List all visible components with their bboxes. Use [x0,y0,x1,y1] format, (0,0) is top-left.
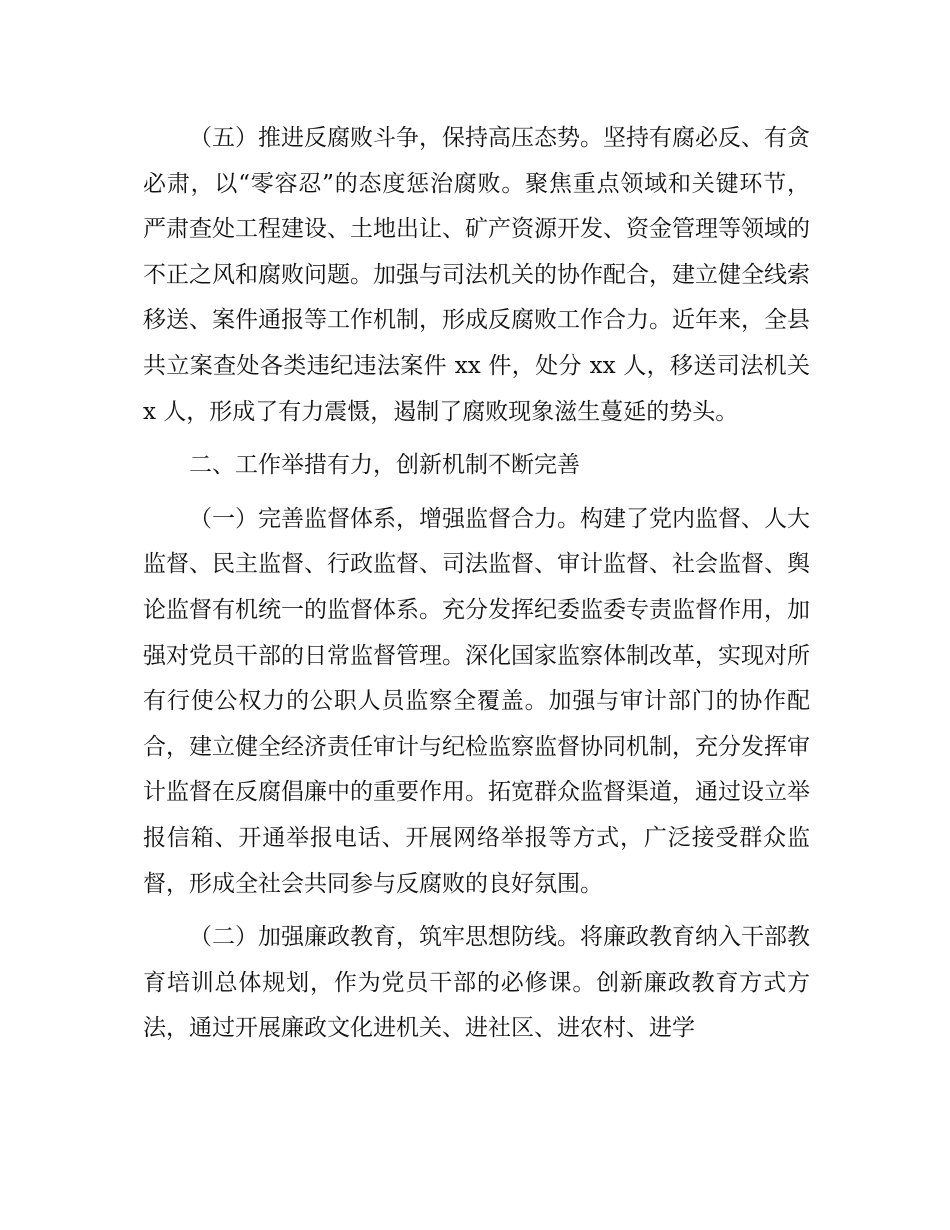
document-page [143,116,810,1052]
section-heading-work-measures: 二、工作举措有力，创新机制不断完善 [189,452,580,479]
paragraph-integrity-education: （二）加强廉政教育，筑牢思想防线。将廉政教育纳入干部教育培训总体规划，作为党员干部的必修课。创新廉政教育方式方法，通过开展廉政文化进机关、进社区、进农村、进学 [143,924,810,1042]
paragraph-anti-corruption-struggle: （五）推进反腐败斗争，保持高压态势。坚持有腐必反、有贪必肃，以“零容忍”的态度惩治腐败。聚焦重点领域和关键环节，严肃查处工程建设、土地出让、矿产资源开发、资金管理等领域的不正之风和腐败问题。加强与司法机关的协作配合，建立健全线索移送、案件通报等工作机制，形成反腐败工作合力。近年来，全县共立案查处各类违纪违法案件 xx 件，处分 xx 人，移送司法机关 x 人，形成了有力震慑，遏制了腐败现象滋生蔓延的势头。 [143,125,810,425]
paragraph-supervision-system: （一）完善监督体系，增强监督合力。构建了党内监督、人大监督、民主监督、行政监督、司法监督、审计监督、社会监督、舆论监督有机统一的监督体系。充分发挥纪委监委专责监督作用，加强对党员干部的日常监督管理。深化国家监察体制改革，实现对所有行使公权力的公职人员监察全覆盖。加强与审计部门的协作配合，建立健全经济责任审计与纪检监察监督协同机制，充分发挥审计监督在反腐倡廉中的重要作用。拓宽群众监督渠道，通过设立举报信箱、开通举报电话、开展网络举报等方式，广泛接受群众监督，形成全社会共同参与反腐败的良好氛围。 [143,505,810,897]
